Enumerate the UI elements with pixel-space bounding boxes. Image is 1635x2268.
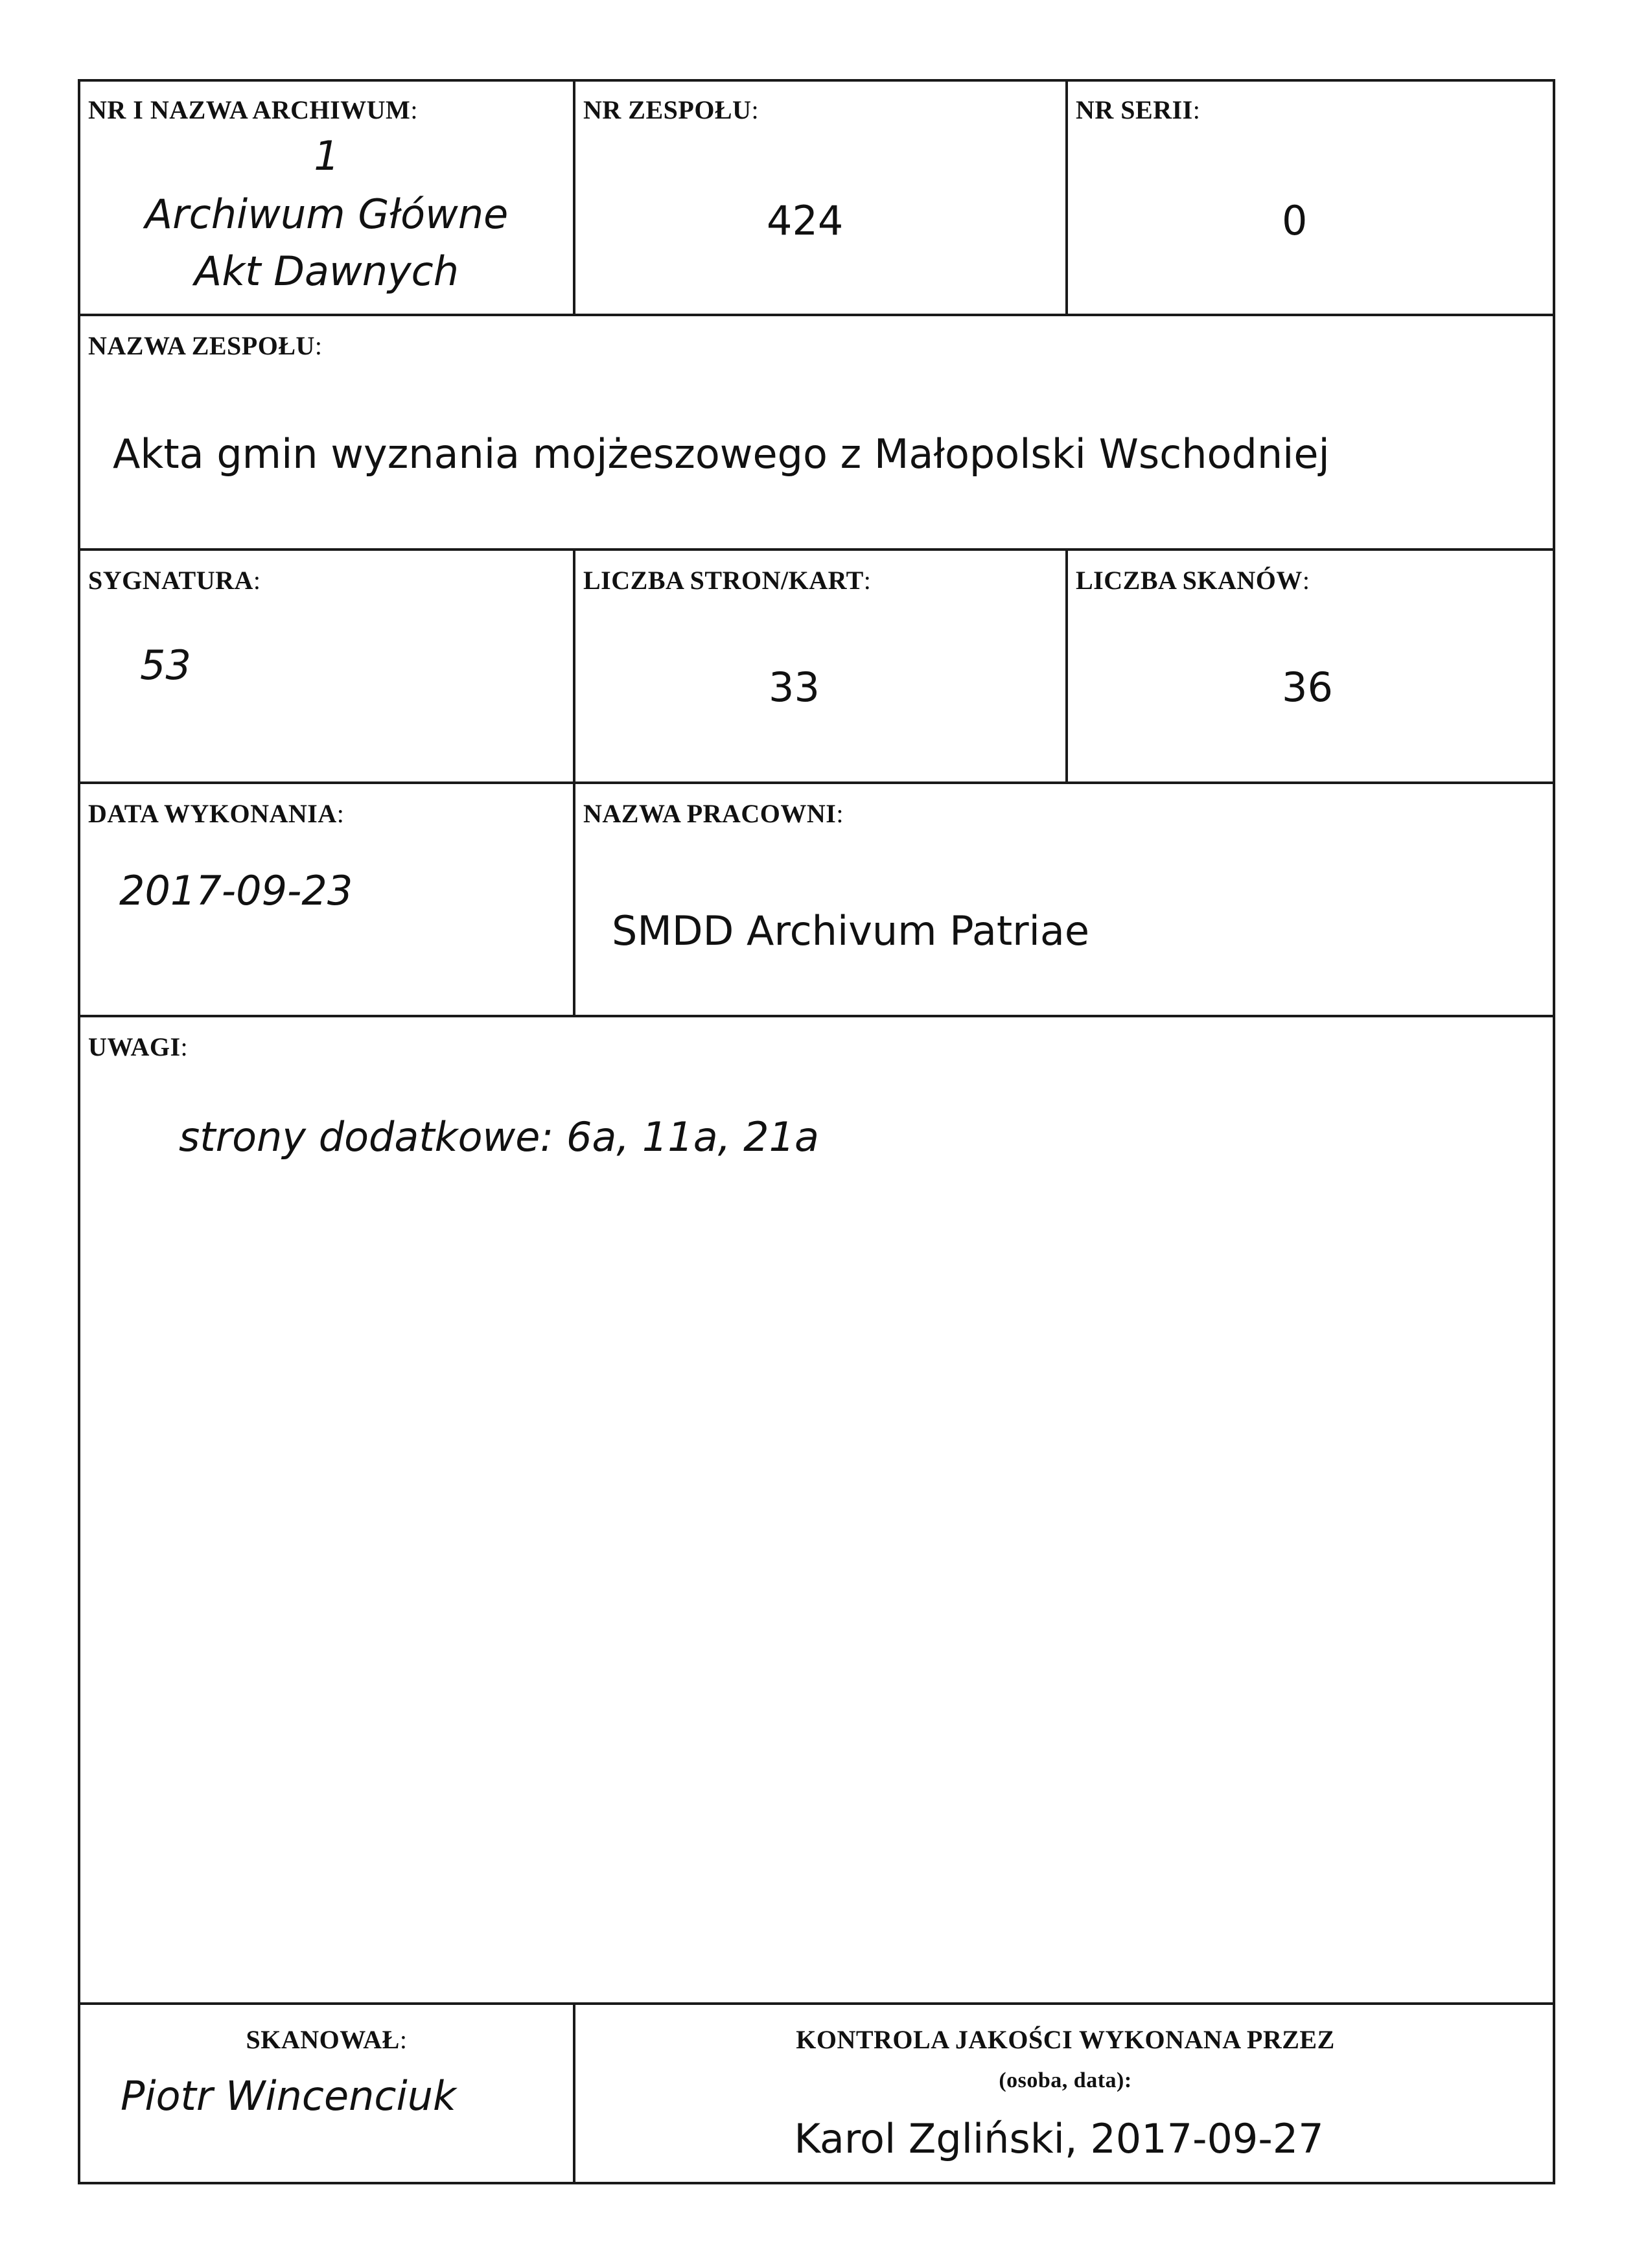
scanned-by-cell <box>80 2002 573 2182</box>
scanned-by-label: SKANOWAŁ: <box>246 2025 408 2054</box>
remarks-cell <box>80 1015 1553 2002</box>
workshop-name-label: NAZWA PRACOWNI: <box>583 799 844 828</box>
signature-label: SYGNATURA: <box>88 566 261 595</box>
quality-control-label: KONTROLA JAKOŚCI WYKONANA PRZEZ <box>796 2025 1335 2054</box>
scans-count-value: 36 <box>1282 664 1333 711</box>
archive-name-line2: Akt Dawnych <box>194 248 459 295</box>
scans-count-label: LICZBA SKANÓW: <box>1076 566 1310 595</box>
workshop-name-cell <box>573 781 1553 1015</box>
execution-date-value: 2017-09-23 <box>119 867 353 914</box>
signature-value: 53 <box>140 642 191 689</box>
metadata-card <box>78 79 1555 2184</box>
execution-date-label: DATA WYKONANIA: <box>88 799 345 828</box>
pages-count-cell <box>573 548 1065 781</box>
quality-control-sublabel: (osoba, data): <box>999 2068 1132 2092</box>
archive-cell <box>80 82 573 314</box>
scanned-by-value: Piotr Wincenciuk <box>121 2072 456 2120</box>
archive-label: NR I NAZWA ARCHIWUM: <box>88 95 418 124</box>
remarks-label: UWAGI: <box>88 1032 189 1061</box>
remarks-value: strony dodatkowe: 6a, 11a, 21a <box>179 1113 820 1161</box>
pages-count-label: LICZBA STRON/KART: <box>583 566 872 595</box>
fond-name-label: NAZWA ZESPOŁU: <box>88 331 323 360</box>
quality-control-cell <box>573 2002 1553 2182</box>
archive-number: 1 <box>314 132 340 179</box>
archive-name-line1: Archiwum Główne <box>145 191 509 238</box>
fond-name-value: Akta gmin wyznania mojżeszowego z Małopolski Wschodniej <box>113 430 1330 478</box>
quality-control-value: Karol Zgliński, 2017-09-27 <box>794 2115 1324 2162</box>
fond-number-label: NR ZESPOŁU: <box>583 95 760 124</box>
fond-name-cell <box>80 314 1553 548</box>
fond-number-value: 424 <box>767 197 844 244</box>
execution-date-cell <box>80 781 573 1015</box>
scans-count-cell <box>1065 548 1553 781</box>
series-number-cell <box>1065 82 1553 314</box>
workshop-name-value: SMDD Archivum Patriae <box>612 907 1090 955</box>
series-number-label: NR SERII: <box>1076 95 1201 124</box>
pages-count-value: 33 <box>769 664 820 711</box>
series-number-value: 0 <box>1282 197 1308 244</box>
fond-number-cell <box>573 82 1065 314</box>
signature-cell <box>80 548 573 781</box>
